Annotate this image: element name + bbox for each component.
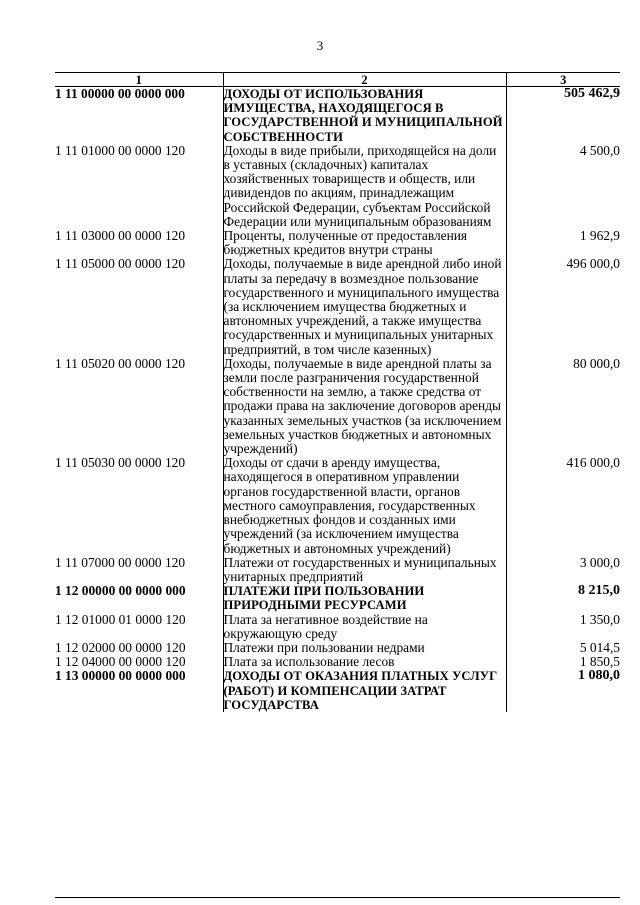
row-code: 1 11 05030 00 0000 120 <box>55 455 186 471</box>
row-amount: 1 962,9 <box>506 229 620 257</box>
row-amount: 3 000,0 <box>506 556 620 584</box>
row-amount: 4 500,0 <box>506 144 620 229</box>
row-code: 1 13 00000 00 0000 000 <box>55 668 186 684</box>
table-row <box>55 641 620 655</box>
row-amount: 80 000,0 <box>506 357 620 456</box>
table-row <box>55 87 620 144</box>
row-code: 1 11 01000 00 0000 120 <box>55 142 186 158</box>
page-number: 3 <box>316 38 324 53</box>
row-amount: 1 350,0 <box>506 613 620 641</box>
table-row <box>55 257 620 356</box>
row-amount: 8 215,0 <box>506 584 620 612</box>
row-name: Доходы, получаемые в виде арендной платы за земли после разграничения государственной собственности на землю, а также средства от продажи права на заключение договоров аренды указанных земельных участков (за исключением земельных участков бюджетных и автономных учреждений) <box>223 357 506 456</box>
row-amount: 1 850,5 <box>506 655 620 669</box>
row-name: Плата за негативное воздействие на окружающую среду <box>223 613 506 641</box>
table-row <box>55 613 620 641</box>
row-amount: 416 000,0 <box>506 456 620 555</box>
column-header-code: 1 <box>55 73 223 87</box>
row-name: Доходы в виде прибыли, приходящейся на доли в уставных (складочных) капиталах хозяйственных товариществ и обществ, или дивидендов по акциям, принадлежащим Российской Федерации, субъектам Российской Федерации или муниципальным образованиям <box>223 144 506 229</box>
row-code: 1 11 07000 00 0000 120 <box>55 554 186 570</box>
row-code: 1 12 01000 01 0000 120 <box>55 611 186 627</box>
row-name: Проценты, полученные от предоставления бюджетных кредитов внутри страны <box>223 229 506 257</box>
table-row <box>55 456 620 555</box>
row-code: 1 12 00000 00 0000 000 <box>55 583 186 599</box>
row-amount: 5 014,5 <box>506 641 620 655</box>
row-name: Платежи от государственных и муниципальных унитарных предприятий <box>223 556 506 584</box>
row-code: 1 12 02000 00 0000 120 <box>55 639 186 655</box>
row-code: 1 11 05020 00 0000 120 <box>55 355 186 371</box>
table-row <box>55 144 620 229</box>
bottom-rule <box>55 897 620 898</box>
table-row <box>55 357 620 456</box>
table-row <box>55 669 620 712</box>
row-name: Доходы от сдачи в аренду имущества, находящегося в оперативном управлении органов государственной власти, органов местного самоуправления, государственных внебюджетных фондов и созданных ими учреждений (за исключением имущества бюджетных и автономных учреждений) <box>223 456 506 555</box>
row-amount: 496 000,0 <box>506 257 620 356</box>
column-header-amount: 3 <box>506 73 620 87</box>
table-row <box>55 556 620 584</box>
row-code: 1 11 03000 00 0000 120 <box>55 228 186 244</box>
row-code: 1 11 00000 00 0000 000 <box>55 86 185 101</box>
row-amount: 505 462,9 <box>506 87 620 144</box>
table-row <box>55 229 620 257</box>
table-header-row <box>55 73 620 87</box>
row-name: Платежи при пользовании недрами <box>223 641 506 655</box>
row-name: ПЛАТЕЖИ ПРИ ПОЛЬЗОВАНИИ ПРИРОДНЫМИ РЕСУРСАМИ <box>223 584 506 612</box>
row-amount: 1 080,0 <box>506 669 620 712</box>
row-name: ДОХОДЫ ОТ ОКАЗАНИЯ ПЛАТНЫХ УСЛУГ (РАБОТ) И КОМПЕНСАЦИИ ЗАТРАТ ГОСУДАРСТВА <box>223 669 506 712</box>
column-header-name: 2 <box>223 73 506 87</box>
row-name: Плата за использование лесов <box>223 655 506 669</box>
table-row <box>55 655 620 669</box>
row-code: 1 12 04000 00 0000 120 <box>55 654 186 670</box>
table-row <box>55 584 620 612</box>
row-name: Доходы, получаемые в виде арендной либо иной платы за передачу в возмездное пользование государственного и муниципального имущества (за исключением имущества бюджетных и автономных учреждений, а также имущества государственных и муниципальных унитарных предприятий, в том числе казенных) <box>223 257 506 356</box>
revenue-table <box>55 72 620 712</box>
row-code: 1 11 05000 00 0000 120 <box>55 256 186 272</box>
row-name: ДОХОДЫ ОТ ИСПОЛЬЗОВАНИЯ ИМУЩЕСТВА, НАХОДЯЩЕГОСЯ В ГОСУДАРСТВЕННОЙ И МУНИЦИПАЛЬНОЙ СОБСТВЕННОСТИ <box>223 87 506 144</box>
table-body <box>55 87 620 712</box>
